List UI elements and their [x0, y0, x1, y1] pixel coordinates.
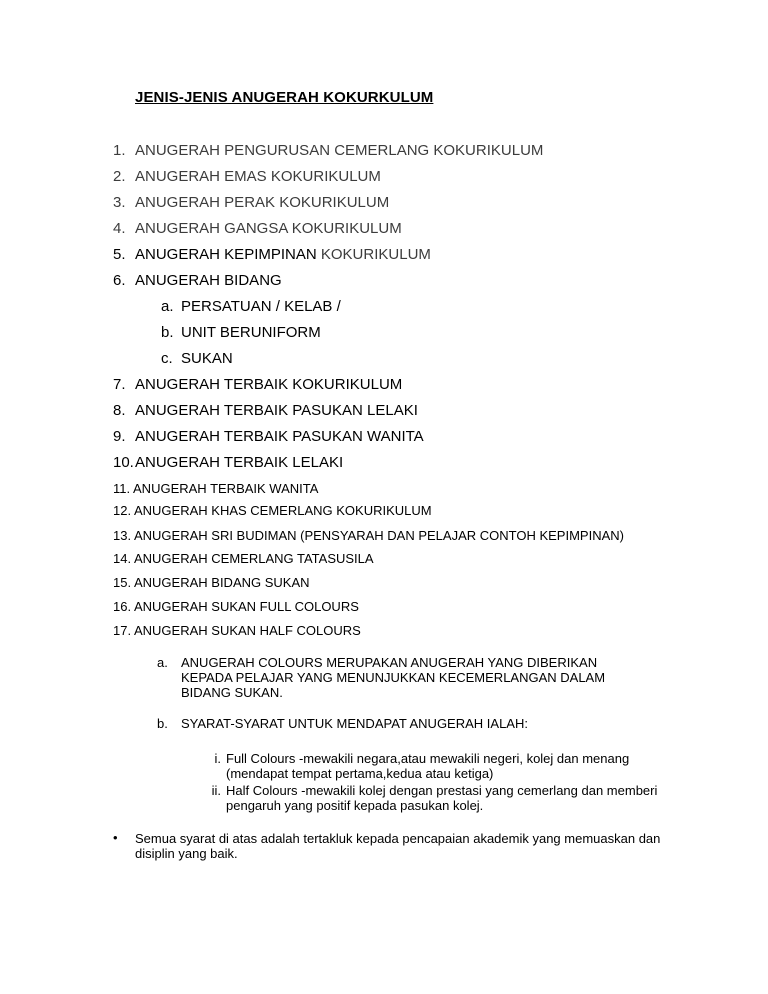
syarat-text: Full Colours -mewakili negara,atau mewakili negeri, kolej dan menang (mendapat tempat pertama,kedua atau ketiga)	[226, 751, 630, 781]
list-item	[113, 428, 424, 445]
item-number: 5.	[113, 246, 126, 263]
list-item	[113, 194, 390, 211]
item-number: 9.	[113, 428, 126, 445]
item-number: 14.	[113, 551, 132, 566]
sub-list-item	[161, 350, 233, 367]
note-letter: b.	[157, 716, 168, 731]
list-item	[113, 272, 282, 289]
item-text: ANUGERAH TERBAIK WANITA	[133, 481, 319, 496]
item-text: ANUGERAH KHAS CEMERLANG KOKURIKULUM	[133, 503, 432, 518]
item-text: ANUGERAH SUKAN HALF COLOURS	[133, 623, 361, 638]
list-item	[113, 376, 403, 393]
document-title: JENIS-JENIS ANUGERAH KOKURKULUM	[135, 89, 434, 106]
sub-list-item	[161, 324, 321, 341]
sub-item-text: SUKAN	[181, 350, 233, 367]
sub-item-letter: b.	[161, 324, 174, 341]
item-text: ANUGERAH TERBAIK PASUKAN LELAKI	[135, 402, 418, 419]
sub-item-letter: a.	[161, 298, 174, 315]
item-text: ANUGERAH PERAK KOKURIKULUM	[135, 194, 390, 211]
list-item	[113, 481, 318, 496]
list-item	[113, 551, 374, 566]
syarat-text: Half Colours -mewakili kolej dengan prestasi yang cemerlang dan memberi pengaruh yang positif kepada pasukan kolej.	[226, 783, 658, 813]
list-item	[113, 142, 544, 159]
roman-numeral: ii.	[211, 783, 221, 798]
item-number: 7.	[113, 376, 126, 393]
item-number: 11.	[113, 481, 131, 496]
item-number: 17.	[113, 623, 132, 638]
item-number: 2.	[113, 168, 126, 185]
list-item	[113, 246, 431, 263]
note-text: ANUGERAH COLOURS MERUPAKAN ANUGERAH YANG DIBERIKAN KEPADA PELAJAR YANG MENUNJUKKAN KECEMERLANGAN DALAM BIDANG SUKAN.	[181, 655, 606, 700]
list-item	[113, 528, 624, 543]
sub-list-item	[161, 298, 341, 315]
item-number: 8.	[113, 402, 126, 419]
item-text	[135, 246, 431, 263]
sub-item-text: PERSATUAN / KELAB /	[181, 298, 341, 315]
item-text-part: ANUGERAH KEPIMPINAN	[135, 246, 317, 263]
list-item	[113, 454, 344, 471]
item-number: 3.	[113, 194, 126, 211]
sub-item-text: UNIT BERUNIFORM	[181, 324, 321, 341]
item-text: ANUGERAH GANGSA KOKURIKULUM	[135, 220, 402, 237]
note-letter: a.	[157, 655, 168, 670]
item-text: ANUGERAH BIDANG	[135, 272, 282, 289]
item-text: ANUGERAH TERBAIK KOKURIKULUM	[135, 376, 403, 393]
list-item	[113, 402, 418, 419]
list-item	[113, 623, 361, 638]
item-number: 4.	[113, 220, 126, 237]
roman-numeral: i.	[214, 751, 221, 766]
bullet-icon: •	[113, 830, 118, 845]
bullet-text: Semua syarat di atas adalah tertakluk kepada pencapaian akademik yang memuaskan dan disiplin yang baik.	[135, 831, 661, 861]
item-number: 6.	[113, 272, 126, 289]
note-text: SYARAT-SYARAT UNTUK MENDAPAT ANUGERAH IALAH:	[181, 716, 528, 731]
list-item	[113, 599, 359, 614]
item-text: ANUGERAH TERBAIK PASUKAN WANITA	[135, 428, 424, 445]
item-text: ANUGERAH TERBAIK LELAKI	[135, 454, 344, 471]
list-item	[113, 220, 402, 237]
item-number: 15.	[113, 575, 132, 590]
item-text: ANUGERAH SRI BUDIMAN (PENSYARAH DAN PELAJAR CONTOH KEPIMPINAN)	[133, 528, 624, 543]
item-text: ANUGERAH EMAS KOKURIKULUM	[135, 168, 381, 185]
item-number: 12.	[113, 503, 132, 518]
list-item	[113, 503, 432, 518]
list-item	[113, 168, 381, 185]
item-text: ANUGERAH PENGURUSAN CEMERLANG KOKURIKULUM	[135, 142, 544, 159]
item-text-part: KOKURIKULUM	[320, 246, 431, 263]
item-text: ANUGERAH CEMERLANG TATASUSILA	[133, 551, 374, 566]
item-number: 16.	[113, 599, 132, 614]
list-item	[113, 575, 310, 590]
item-number: 10.	[113, 454, 134, 471]
item-text: ANUGERAH BIDANG SUKAN	[133, 575, 310, 590]
item-text: ANUGERAH SUKAN FULL COLOURS	[133, 599, 359, 614]
item-number: 1.	[113, 142, 126, 159]
sub-item-letter: c.	[161, 350, 173, 367]
item-number: 13.	[113, 528, 132, 543]
